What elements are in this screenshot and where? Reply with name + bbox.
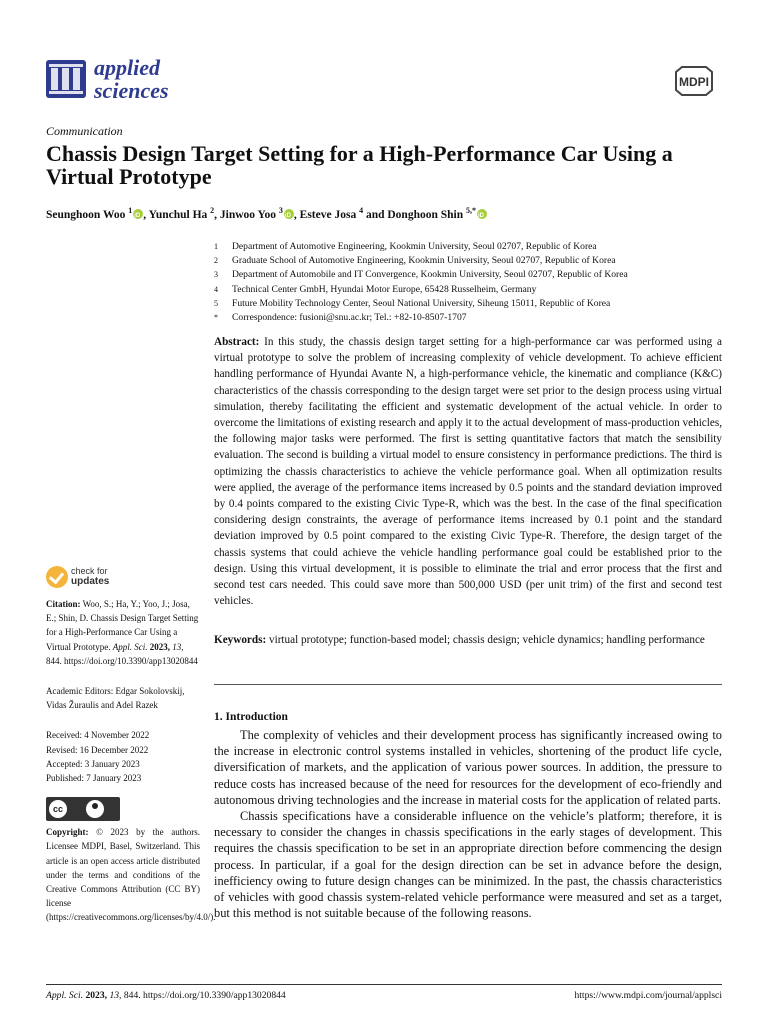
introduction-heading: 1. Introduction [214, 711, 288, 723]
affiliation-number: 2 [214, 256, 218, 266]
affiliation-text: Technical Center GmbH, Hyundai Motor Europe, 65428 Russelheim, Germany [232, 283, 537, 295]
author-name[interactable]: Yunchul Ha [148, 208, 208, 221]
author-affiliation-sup: 3 [278, 206, 283, 215]
affiliation-item [214, 254, 734, 268]
published-date: Published: 7 January 2023 [46, 773, 142, 784]
journal-name [94, 56, 169, 102]
cc-icon: cc [49, 800, 67, 818]
footer-doi-link[interactable]: 844. https://doi.org/10.3390/app13020844 [123, 990, 286, 1001]
keywords [214, 632, 722, 648]
publisher-name: MDPI [679, 75, 709, 89]
copyright [46, 825, 216, 924]
by-label: BY [90, 820, 96, 826]
citation-journal: Appl. Sci. [112, 641, 148, 652]
introduction-paragraph: Chassis specifications have a considerable influence on the vehicle’s platform; therefore, it is necessary to consider the changes in chassis specifications in the early stages of development. This requires the chassis specification to be set in an appropriate direction before commencing the design process. In particular, if a goal for the design direction can be set in advance before the design, inefficiency owing to future design changes can be minimized. In the past, the chassis characteristics of vehicles with good chassis system-related vehicle performance were measured and set as a target, but this method is not suitable because of the following reasons. [214, 809, 722, 921]
footer-volume: 13, [109, 990, 122, 1001]
correspondence-text[interactable]: Correspondence: fusioni@snu.ac.kr; Tel.: +82-10-8507-1707 [232, 312, 467, 324]
article-sidebar [46, 597, 216, 925]
author-separator: , [293, 208, 300, 221]
section-divider [214, 684, 722, 685]
affiliation-number: 5 [214, 298, 218, 308]
author-name[interactable]: Seunghoon Woo [46, 208, 126, 221]
author-list [46, 203, 726, 223]
footer-journal-link[interactable]: https://www.mdpi.com/journal/applsci [574, 990, 722, 1001]
author-separator: , [143, 208, 149, 221]
revised-date: Revised: 16 December 2022 [46, 744, 149, 755]
correspondence-item [214, 311, 734, 325]
affiliation-item [214, 297, 734, 311]
affiliation-number: 3 [214, 270, 218, 280]
citation-volume: 13, [172, 641, 184, 652]
introduction-paragraph: The complexity of vehicles and their development process has significantly increased owing to the increase in electronic control systems installed in vehicles, shortening of the product life cycle, diversification of markets, and the application of various power sources. In addition, the pressure to reduce costs has increased because of the need for resources for the development of eco-friendly and autonomous driving technologies and the increase in material costs for the application of related parts. [214, 728, 722, 807]
copyright-label: Copyright: [46, 827, 89, 838]
author-affiliation-sup: 4 [359, 206, 364, 215]
affiliation-number: 1 [214, 242, 218, 251]
academic-editors: Academic Editors: Edgar Sokolovskij, Vidas Žuraulis and Adel Razek [46, 686, 185, 711]
article-title: Chassis Design Target Setting for a High-Performance Car Using a Virtual Prototype [46, 141, 673, 189]
keywords-label: Keywords: [214, 634, 267, 646]
author-name[interactable]: Jinwoo Yoo [219, 208, 277, 221]
affiliation-text: Graduate School of Automotive Engineering, Kookmin University, Seoul 02707, Republic of Korea [232, 255, 616, 267]
copyright-text: © 2023 by the authors. Licensee MDPI, Basel, Switzerland. This article is an open access article distributed under the terms and conditions of the Creative Commons Attribution (CC BY) license (https://creativecommons.org/licenses/by/4.0/). [46, 827, 216, 923]
affiliation-number: * [214, 313, 218, 323]
citation-year: 2023, [149, 641, 170, 652]
citation-text: Woo, S.; Ha, Y.; Yoo, J.; Josa, E.; Shin, D. Chassis Design Target Setting for a High-Performance Car Using a Virtual Prototype. [46, 599, 199, 652]
author-name[interactable]: Donghoon Shin [387, 208, 464, 221]
journal-name-line1: applied [94, 55, 160, 80]
author-affiliation-sup: 1 [128, 206, 133, 215]
introduction-body [214, 727, 722, 921]
cc-by-license-icon[interactable] [46, 797, 120, 826]
affiliation-item [214, 268, 734, 282]
footer-year: 2023, [85, 990, 108, 1001]
orcid-icon[interactable] [284, 209, 294, 219]
affiliation-text: Department of Automobile and IT Convergence, Kookmin University, Seoul 02707, Republic of Korea [232, 269, 628, 281]
affiliation-list [214, 240, 734, 325]
check-for-updates-button[interactable] [46, 566, 136, 592]
accepted-date: Accepted: 3 January 2023 [46, 758, 140, 769]
orcid-icon[interactable] [477, 209, 487, 219]
citation-label: Citation: [46, 599, 81, 609]
abstract-label: Abstract: [214, 336, 260, 348]
received-date: Received: 4 November 2022 [46, 730, 150, 741]
keywords-text: virtual prototype; function-based model; chassis design; vehicle dynamics; handling performance [269, 634, 705, 646]
article-type: Communication [46, 124, 123, 138]
citation [46, 597, 200, 668]
author-name[interactable]: Esteve Josa [299, 208, 357, 221]
abstract [214, 334, 722, 609]
mdpi-logo-icon [666, 66, 722, 96]
footer-citation [46, 990, 286, 1001]
affiliation-item [214, 283, 734, 297]
author-separator: , [214, 208, 220, 221]
author-separator: and [363, 208, 388, 221]
orcid-icon[interactable] [133, 209, 143, 219]
footer-journal: Appl. Sci. [46, 990, 84, 1001]
footer-divider [46, 984, 722, 985]
check-updates-line1: check for [71, 566, 108, 576]
journal-name-line2: sciences [94, 78, 169, 103]
check-updates-line2: updates [71, 576, 110, 587]
affiliation-number: 4 [214, 284, 218, 294]
affiliation-text: Department of Automotive Engineering, Kookmin University, Seoul 02707, Republic of Korea [232, 241, 597, 252]
author-affiliation-sup: 2 [210, 206, 215, 215]
affiliation-text: Future Mobility Technology Center, Seoul National University, Siheung 15011, Republic of Korea [232, 297, 611, 309]
citation-doi-link[interactable]: 844. https://doi.org/10.3390/app13020844 [46, 655, 198, 666]
affiliation-item [214, 240, 734, 254]
abstract-text: In this study, the chassis design target setting for a high-performance car was performed using a virtual prototype to solve the problem of increasing complexity of vehicle development. To achieve efficient handling performance of Hyundai Avante N, a high-performance vehicle, the kinematic and compliance (K&C) characteristics of the chassis corresponding to the design target were set prior to the design process using virtual simulation, thereby facilitating the efficient and systematic development of the actual vehicle. In order to overcome the limitations of existing research and apply it to the actual development of mass-production vehicles, the following major tasks were performed. The first is setting quantitative factors that match the sensibility evaluation. The second is building a virtual model to ensure consistency in performance predictions. The third is optimizing the chassis characteristics to achieve the vehicle performance goal. When all optimization results were applied, the average of the performance items increased by 0.5 points and the standard deviation improved by 0.4 points compared to the existing Civic Type-R, which was the best. In the case of the final specification considering design constraints, the average of performance items increased by 0.1 point and the standard deviation improved by 0.5 point compared to the existing Civic Type-R. Therefore, the design target of the chassis systems that could achieve the vehicle handling performance goal could be established prior to the design. Using this virtual development, it is possible to eliminate the trial and error process that the first and second test cars needed. This could save more than 500,000 USD (per unit trim) of the first and second test vehicles. [214, 336, 723, 608]
author-affiliation-sup: 5,* [466, 206, 476, 215]
journal-logo-icon [46, 60, 86, 98]
check-updates-icon [46, 566, 68, 588]
